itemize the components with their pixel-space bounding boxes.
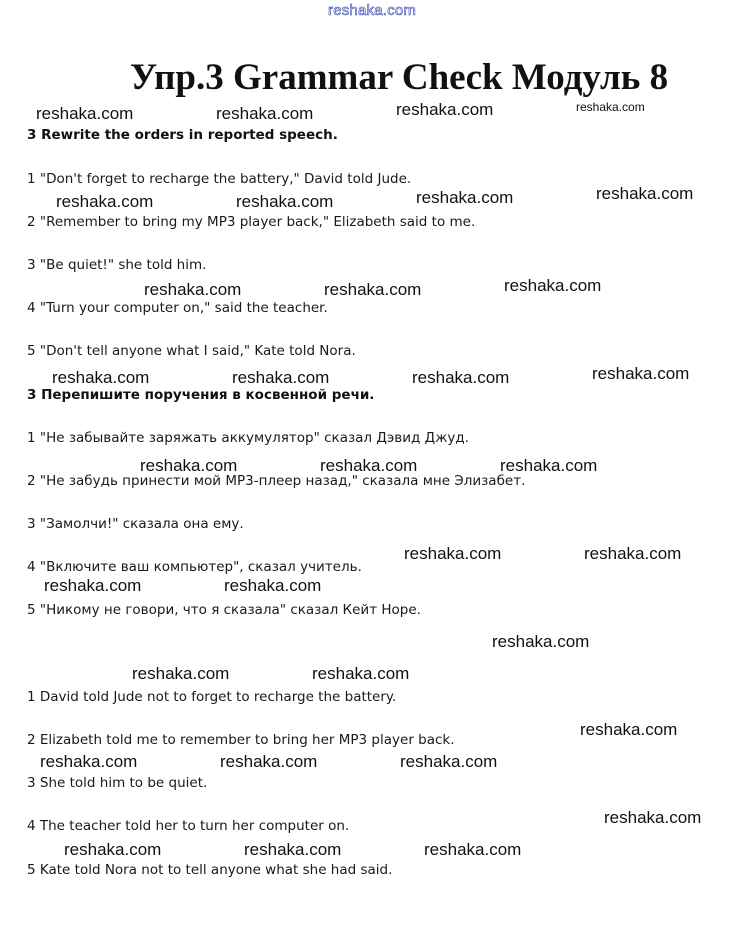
answer-line-5: 5 Kate told Nora not to tell anyone what she had said. — [27, 862, 393, 878]
watermark: reshaka.com — [492, 632, 590, 651]
english-task-heading: 3 Rewrite the orders in reported speech. — [27, 127, 338, 143]
watermark: reshaka.com — [592, 364, 690, 383]
english-line-5: 5 "Don't tell anyone what I said," Kate told Nora. — [27, 343, 356, 359]
watermark: reshaka.com — [56, 192, 154, 211]
watermark: reshaka.com — [580, 720, 678, 739]
russian-line-5: 5 "Никому не говори, что я сказала" сказал Кейт Норе. — [27, 602, 421, 618]
watermark: reshaka.com — [324, 280, 422, 299]
watermark: reshaka.com — [320, 456, 418, 475]
english-line-4: 4 "Turn your computer on," said the teacher. — [27, 300, 328, 316]
watermark: reshaka.com — [36, 104, 134, 123]
page-title: Упр.3 Grammar Check Модуль 8 — [130, 57, 669, 98]
watermark: reshaka.com — [504, 276, 602, 295]
russian-line-4: 4 "Включите ваш компьютер", сказал учитель. — [27, 559, 362, 575]
russian-line-1: 1 "Не забывайте заряжать аккумулятор" сказал Дэвид Джуд. — [27, 430, 469, 446]
english-line-2: 2 "Remember to bring my MP3 player back," Elizabeth said to me. — [27, 214, 476, 230]
watermark: reshaka.com — [404, 544, 502, 563]
site-link[interactable]: reshaka.com — [328, 2, 417, 19]
english-line-3: 3 "Be quiet!" she told him. — [27, 257, 207, 273]
answer-line-1: 1 David told Jude not to forget to recharge the battery. — [27, 689, 397, 705]
watermark: reshaka.com — [140, 456, 238, 475]
watermark: reshaka.com — [424, 840, 522, 859]
russian-line-3: 3 "Замолчи!" сказала она ему. — [27, 516, 244, 532]
watermark: reshaka.com — [144, 280, 242, 299]
answer-line-3: 3 She told him to be quiet. — [27, 775, 208, 791]
watermark: reshaka.com — [584, 544, 682, 563]
watermark: reshaka.com — [604, 808, 702, 827]
watermark: reshaka.com — [216, 104, 314, 123]
watermark: reshaka.com — [232, 368, 330, 387]
watermark: reshaka.com — [44, 576, 142, 595]
watermark: reshaka.com — [236, 192, 334, 211]
watermark: reshaka.com — [500, 456, 598, 475]
watermark: reshaka.com — [64, 840, 162, 859]
watermark: reshaka.com — [396, 100, 494, 119]
watermark: reshaka.com — [576, 100, 645, 114]
answer-line-2: 2 Elizabeth told me to remember to bring her MP3 player back. — [27, 732, 455, 748]
watermark: reshaka.com — [244, 840, 342, 859]
russian-task-heading: 3 Перепишите поручения в косвенной речи. — [27, 387, 375, 403]
watermark: reshaka.com — [412, 368, 510, 387]
watermark: reshaka.com — [400, 752, 498, 771]
watermark: reshaka.com — [52, 368, 150, 387]
answer-line-4: 4 The teacher told her to turn her computer on. — [27, 818, 350, 834]
english-line-1: 1 "Don't forget to recharge the battery," David told Jude. — [27, 171, 412, 187]
watermark: reshaka.com — [220, 752, 318, 771]
russian-line-2: 2 "Не забудь принести мой МР3-плеер назад," сказала мне Элизабет. — [27, 473, 526, 489]
watermark: reshaka.com — [132, 664, 230, 683]
watermark: reshaka.com — [416, 188, 514, 207]
watermark: reshaka.com — [224, 576, 322, 595]
watermark: reshaka.com — [596, 184, 694, 203]
watermark: reshaka.com — [312, 664, 410, 683]
watermark: reshaka.com — [40, 752, 138, 771]
